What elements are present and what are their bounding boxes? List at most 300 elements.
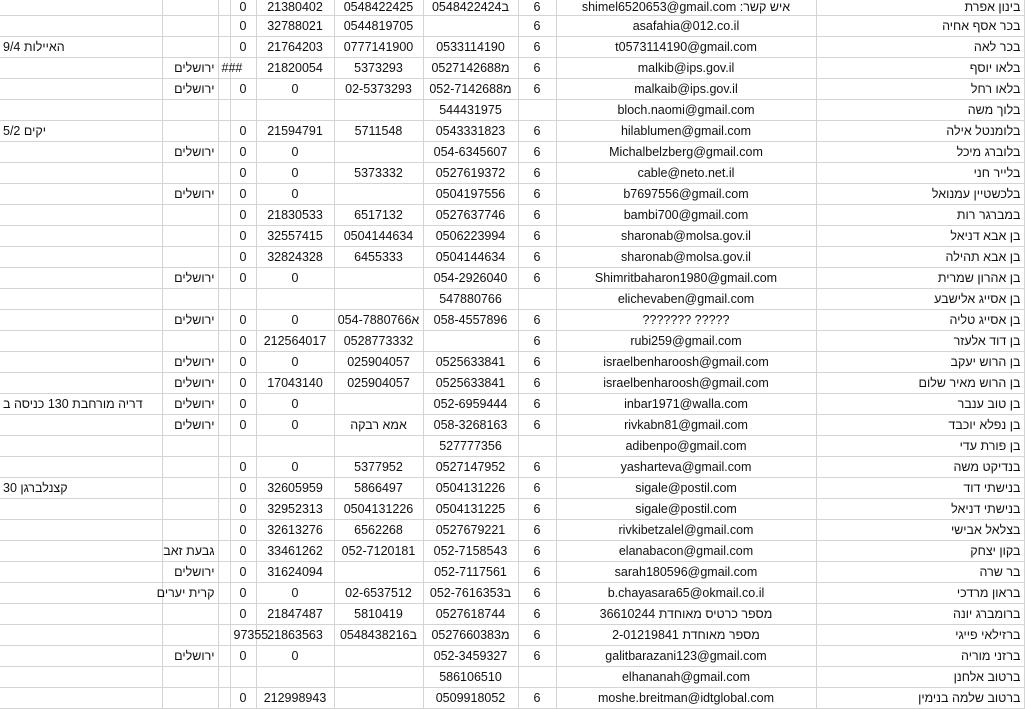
cell-city[interactable]: גבעת זאב [162,540,218,561]
cell-code[interactable]: 6 [518,519,556,540]
cell-code[interactable]: 6 [518,309,556,330]
cell-name[interactable]: בן פורת עדי [816,435,1024,456]
cell-code[interactable] [518,99,556,120]
cell-name[interactable]: ברטוב אלחנן [816,666,1024,687]
cell-extra[interactable] [218,225,230,246]
cell-city[interactable] [162,120,218,141]
cell-extra[interactable] [218,666,230,687]
cell-phone1[interactable]: 0504131226 [423,477,518,498]
cell-phone2[interactable]: 0504131226 [334,498,423,519]
cell-phone2[interactable] [334,393,423,414]
cell-name[interactable]: ברטוב שלמה בנימין [816,687,1024,708]
cell-num2[interactable]: 0 [230,372,256,393]
cell-num1[interactable]: 31624094 [256,561,334,582]
cell-note[interactable] [0,456,162,477]
cell-email[interactable]: cable@neto.net.il [556,162,816,183]
cell-note[interactable] [0,225,162,246]
cell-phone1[interactable]: 052-7616353ב [423,582,518,603]
cell-note[interactable] [0,330,162,351]
cell-code[interactable] [518,288,556,309]
cell-city[interactable] [162,477,218,498]
cell-code[interactable]: 6 [518,246,556,267]
cell-phone1[interactable]: 0506223994 [423,225,518,246]
cell-phone1[interactable]: 0548422424ב [423,0,518,15]
cell-note[interactable] [0,372,162,393]
cell-extra[interactable] [218,414,230,435]
cell-note[interactable] [0,99,162,120]
cell-note[interactable] [0,519,162,540]
cell-name[interactable]: במברגר רות [816,204,1024,225]
cell-phone2[interactable]: 6455333 [334,246,423,267]
cell-city[interactable] [162,435,218,456]
cell-name[interactable]: ברזני מוריה [816,645,1024,666]
cell-name[interactable]: בלייר חני [816,162,1024,183]
cell-phone1[interactable]: 0527142688מ [423,57,518,78]
cell-phone1[interactable]: 527777356 [423,435,518,456]
cell-note[interactable] [0,141,162,162]
cell-extra[interactable] [218,183,230,204]
cell-extra[interactable] [218,603,230,624]
cell-email[interactable]: moshe.breitman@idtglobal.com [556,687,816,708]
cell-email[interactable]: sigale@postil.com [556,498,816,519]
cell-email[interactable]: sharonab@molsa.gov.il [556,225,816,246]
cell-code[interactable]: 6 [518,351,556,372]
cell-name[interactable]: בקון יצחק [816,540,1024,561]
cell-email[interactable]: israelbenharoosh@gmail.com [556,351,816,372]
cell-num1[interactable]: 0 [256,162,334,183]
cell-email[interactable]: sharonab@molsa.gov.il [556,246,816,267]
cell-extra[interactable] [218,246,230,267]
cell-phone1[interactable]: 547880766 [423,288,518,309]
cell-phone2[interactable]: 6562268 [334,519,423,540]
cell-num2[interactable]: 0 [230,36,256,57]
cell-num2[interactable]: 0 [230,225,256,246]
cell-phone2[interactable]: 5711548 [334,120,423,141]
cell-code[interactable]: 6 [518,603,556,624]
cell-email[interactable]: b7697556@gmail.com [556,183,816,204]
cell-email[interactable]: adibenpo@gmail.com [556,435,816,456]
cell-email[interactable]: elanabacon@gmail.com [556,540,816,561]
cell-extra[interactable] [218,435,230,456]
cell-email[interactable]: rivkibetzalel@gmail.com [556,519,816,540]
cell-name[interactable]: בן אסייג טליה [816,309,1024,330]
cell-phone1[interactable]: 052-6959444 [423,393,518,414]
cell-city[interactable]: קרית יערים [162,582,218,603]
cell-num1[interactable]: 32952313 [256,498,334,519]
cell-code[interactable]: 6 [518,183,556,204]
cell-note[interactable] [0,414,162,435]
cell-phone1[interactable]: 586106510 [423,666,518,687]
cell-name[interactable]: בראון מרדכי [816,582,1024,603]
cell-phone2[interactable] [334,666,423,687]
cell-code[interactable]: 6 [518,330,556,351]
cell-code[interactable]: 6 [518,15,556,36]
cell-extra[interactable] [218,0,230,15]
cell-phone2[interactable]: 5373332 [334,162,423,183]
cell-city[interactable] [162,624,218,645]
cell-num1[interactable]: 33461262 [256,540,334,561]
cell-extra[interactable] [218,204,230,225]
cell-phone2[interactable]: 054-7880766א [334,309,423,330]
cell-code[interactable] [518,435,556,456]
cell-email[interactable]: inbar1971@walla.com [556,393,816,414]
cell-name[interactable]: בן דוד אלעזר [816,330,1024,351]
cell-city[interactable]: ירושלים [162,57,218,78]
cell-note[interactable] [0,498,162,519]
cell-email[interactable]: b.chayasara65@okmail.co.il [556,582,816,603]
cell-phone1[interactable]: 052-7158543 [423,540,518,561]
cell-num2[interactable]: 0 [230,561,256,582]
cell-name[interactable]: בכר אסף אחיה [816,15,1024,36]
cell-phone1[interactable]: 054-6345607 [423,141,518,162]
cell-code[interactable]: 6 [518,36,556,57]
cell-extra[interactable]: ### [218,57,230,78]
cell-email[interactable]: rivkabn81@gmail.com [556,414,816,435]
cell-name[interactable]: בלאו רחל [816,78,1024,99]
cell-num2[interactable]: 0 [230,414,256,435]
cell-extra[interactable] [218,36,230,57]
cell-extra[interactable] [218,540,230,561]
cell-num1[interactable]: 0 [256,267,334,288]
cell-phone2[interactable]: 0544819705 [334,15,423,36]
cell-extra[interactable] [218,582,230,603]
cell-name[interactable]: בן נפלא יוכבד [816,414,1024,435]
cell-num1[interactable]: 21380402 [256,0,334,15]
cell-num1[interactable]: 0 [256,141,334,162]
cell-code[interactable]: 6 [518,477,556,498]
cell-phone1[interactable]: 0509918052 [423,687,518,708]
cell-note[interactable] [0,267,162,288]
cell-num1[interactable]: 0 [256,78,334,99]
cell-extra[interactable] [218,519,230,540]
cell-email[interactable]: malkaib@ips.gov.il [556,78,816,99]
cell-phone1[interactable]: 058-4557896 [423,309,518,330]
cell-extra[interactable] [218,288,230,309]
cell-code[interactable]: 6 [518,582,556,603]
cell-code[interactable]: 6 [518,120,556,141]
cell-phone2[interactable] [334,141,423,162]
cell-note[interactable] [0,351,162,372]
cell-email[interactable]: elhananah@gmail.com [556,666,816,687]
cell-email[interactable]: sigale@postil.com [556,477,816,498]
cell-city[interactable] [162,225,218,246]
cell-extra[interactable] [218,15,230,36]
cell-num1[interactable]: 0 [256,582,334,603]
cell-code[interactable]: 6 [518,78,556,99]
cell-phone1[interactable]: 0525633841 [423,372,518,393]
cell-email[interactable]: t0573114190@gmail.com [556,36,816,57]
cell-note[interactable] [0,645,162,666]
cell-name[interactable]: בכר לאה [816,36,1024,57]
cell-code[interactable]: 6 [518,687,556,708]
cell-extra[interactable] [218,78,230,99]
cell-num1[interactable]: 0 [256,393,334,414]
cell-phone2[interactable] [334,645,423,666]
cell-num1[interactable]: 32557415 [256,225,334,246]
cell-phone2[interactable]: 0504144634 [334,225,423,246]
cell-num1[interactable]: 0 [256,456,334,477]
cell-num2[interactable]: 0 [230,330,256,351]
cell-phone2[interactable] [334,435,423,456]
cell-phone1[interactable]: 058-3268163 [423,414,518,435]
cell-email[interactable]: asafahia@012.co.il [556,15,816,36]
cell-name[interactable]: בן הרוש יעקב [816,351,1024,372]
cell-num2[interactable]: 0 [230,78,256,99]
cell-city[interactable] [162,0,218,15]
cell-phone2[interactable]: 025904057 [334,351,423,372]
cell-extra[interactable] [218,351,230,372]
cell-num1[interactable]: 21830533 [256,204,334,225]
cell-note[interactable] [0,15,162,36]
cell-name[interactable]: בלוברג מיכל [816,141,1024,162]
cell-name[interactable]: בנדיקט משה [816,456,1024,477]
cell-code[interactable]: 6 [518,540,556,561]
cell-city[interactable]: ירושלים [162,267,218,288]
cell-email[interactable]: Shimritbaharon1980@gmail.com [556,267,816,288]
cell-name[interactable]: בן הרוש מאיר שלום [816,372,1024,393]
cell-extra[interactable] [218,393,230,414]
cell-city[interactable] [162,330,218,351]
cell-phone1[interactable]: 0543331823 [423,120,518,141]
cell-email[interactable]: מספר מאוחדת 2-01219841 [556,624,816,645]
cell-phone2[interactable] [334,687,423,708]
cell-code[interactable]: 6 [518,162,556,183]
cell-num2[interactable] [230,666,256,687]
cell-num1[interactable] [256,666,334,687]
cell-city[interactable]: ירושלים [162,372,218,393]
cell-city[interactable] [162,162,218,183]
cell-phone1[interactable]: 0504197556 [423,183,518,204]
cell-extra[interactable] [218,330,230,351]
cell-num2[interactable]: 0 [230,267,256,288]
cell-phone1[interactable]: 0527637746 [423,204,518,225]
cell-name[interactable]: בנישתי דניאל [816,498,1024,519]
cell-num1[interactable]: 21863563 [256,624,334,645]
cell-phone2[interactable]: 02-6537512 [334,582,423,603]
cell-phone2[interactable]: 5810419 [334,603,423,624]
cell-code[interactable]: 6 [518,57,556,78]
cell-city[interactable] [162,204,218,225]
cell-phone2[interactable]: 0528773332 [334,330,423,351]
cell-name[interactable]: בן אסייג אלישבע [816,288,1024,309]
cell-email[interactable]: galitbarazani123@gmail.com [556,645,816,666]
cell-name[interactable]: בר שרה [816,561,1024,582]
cell-note[interactable]: דריה מורחבת 130 כניסה ב [0,393,162,414]
cell-city[interactable]: ירושלים [162,414,218,435]
cell-num2[interactable]: 0 [230,603,256,624]
cell-phone1[interactable] [423,15,518,36]
cell-email[interactable]: malkib@ips.gov.il [556,57,816,78]
cell-note[interactable]: האיילות 9/4 [0,36,162,57]
cell-email[interactable]: Michalbelzberg@gmail.com [556,141,816,162]
cell-phone2[interactable] [334,561,423,582]
cell-num2[interactable] [230,99,256,120]
cell-city[interactable] [162,36,218,57]
cell-extra[interactable] [218,120,230,141]
cell-num1[interactable]: 21594791 [256,120,334,141]
cell-city[interactable]: ירושלים [162,393,218,414]
cell-phone2[interactable]: 02-5373293 [334,78,423,99]
cell-extra[interactable] [218,561,230,582]
cell-email[interactable]: sarah180596@gmail.com [556,561,816,582]
cell-code[interactable]: 6 [518,204,556,225]
cell-note[interactable] [0,57,162,78]
cell-phone2[interactable] [334,288,423,309]
cell-note[interactable]: קצנלברגן 30 [0,477,162,498]
cell-note[interactable] [0,435,162,456]
cell-num1[interactable]: 21820054 [256,57,334,78]
cell-phone2[interactable]: 5373293 [334,57,423,78]
cell-city[interactable] [162,456,218,477]
cell-num1[interactable]: 32788021 [256,15,334,36]
cell-num1[interactable]: 17043140 [256,372,334,393]
cell-name[interactable]: בלכשטיין עמנואל [816,183,1024,204]
cell-note[interactable] [0,687,162,708]
cell-email[interactable]: shimel6520653@gmail.com :איש קשר [556,0,816,15]
cell-city[interactable]: ירושלים [162,309,218,330]
cell-city[interactable] [162,246,218,267]
cell-num2[interactable]: 0 [230,477,256,498]
cell-phone1[interactable]: 0527619372 [423,162,518,183]
cell-num1[interactable]: 0 [256,183,334,204]
cell-email[interactable]: ??????? ????? [556,309,816,330]
cell-phone1[interactable]: 052-3459327 [423,645,518,666]
cell-code[interactable]: 6 [518,267,556,288]
cell-num2[interactable]: 97355 [230,624,256,645]
cell-num2[interactable]: 0 [230,540,256,561]
cell-phone1[interactable]: 0525633841 [423,351,518,372]
cell-num2[interactable]: 0 [230,0,256,15]
cell-name[interactable]: בצלאל אבישי [816,519,1024,540]
cell-city[interactable] [162,288,218,309]
cell-num2[interactable]: 0 [230,183,256,204]
cell-city[interactable] [162,15,218,36]
cell-email[interactable]: bambi700@gmail.com [556,204,816,225]
cell-code[interactable]: 6 [518,456,556,477]
cell-phone1[interactable]: 544431975 [423,99,518,120]
cell-note[interactable] [0,78,162,99]
cell-phone2[interactable] [334,267,423,288]
cell-extra[interactable] [218,372,230,393]
cell-num1[interactable] [256,99,334,120]
cell-name[interactable]: ברזילאי פייגי [816,624,1024,645]
cell-code[interactable]: 6 [518,141,556,162]
cell-num1[interactable] [256,435,334,456]
cell-name[interactable]: בן טוב ענבר [816,393,1024,414]
cell-city[interactable]: ירושלים [162,78,218,99]
cell-city[interactable]: ירושלים [162,561,218,582]
cell-email[interactable]: bloch.naomi@gmail.com [556,99,816,120]
cell-note[interactable]: יקים 5/2 [0,120,162,141]
cell-phone2[interactable]: 025904057 [334,372,423,393]
cell-num1[interactable]: 32613276 [256,519,334,540]
cell-num2[interactable]: 0 [230,351,256,372]
cell-extra[interactable] [218,645,230,666]
cell-email[interactable]: rubi259@gmail.com [556,330,816,351]
cell-num2[interactable]: 0 [230,393,256,414]
cell-code[interactable]: 6 [518,225,556,246]
cell-name[interactable]: בן אבא דניאל [816,225,1024,246]
cell-code[interactable] [518,666,556,687]
cell-phone2[interactable] [334,99,423,120]
cell-note[interactable] [0,204,162,225]
cell-extra[interactable] [218,309,230,330]
cell-num1[interactable]: 212998943 [256,687,334,708]
cell-num1[interactable]: 0 [256,645,334,666]
cell-city[interactable]: ירושלים [162,351,218,372]
cell-name[interactable]: בן אבא תהילה [816,246,1024,267]
cell-num1[interactable]: 32824328 [256,246,334,267]
cell-num2[interactable]: 0 [230,162,256,183]
cell-phone1[interactable]: 0527147952 [423,456,518,477]
cell-num2[interactable]: 0 [230,498,256,519]
cell-extra[interactable] [218,477,230,498]
cell-extra[interactable] [218,162,230,183]
cell-num1[interactable]: 32605959 [256,477,334,498]
cell-city[interactable] [162,498,218,519]
cell-city[interactable] [162,603,218,624]
cell-email[interactable]: hilablumen@gmail.com [556,120,816,141]
cell-num2[interactable]: 0 [230,15,256,36]
cell-extra[interactable] [218,687,230,708]
cell-note[interactable] [0,288,162,309]
cell-phone2[interactable]: 5377952 [334,456,423,477]
cell-extra[interactable] [218,99,230,120]
cell-phone2[interactable]: 0548438216ב [334,624,423,645]
cell-city[interactable]: ירושלים [162,183,218,204]
cell-name[interactable]: ברומברג יונה [816,603,1024,624]
cell-num2[interactable]: 0 [230,582,256,603]
cell-city[interactable] [162,666,218,687]
cell-note[interactable] [0,309,162,330]
cell-phone1[interactable]: 052-7117561 [423,561,518,582]
cell-note[interactable] [0,0,162,15]
cell-note[interactable] [0,666,162,687]
cell-name[interactable]: בלומנטל אילה [816,120,1024,141]
cell-note[interactable] [0,603,162,624]
cell-code[interactable]: 6 [518,624,556,645]
cell-email[interactable]: מספר כרטיס מאוחדת 36610244 [556,603,816,624]
cell-phone2[interactable]: 6517132 [334,204,423,225]
cell-note[interactable] [0,246,162,267]
cell-city[interactable] [162,99,218,120]
cell-num1[interactable] [256,288,334,309]
cell-phone2[interactable]: 5866497 [334,477,423,498]
cell-extra[interactable] [218,141,230,162]
cell-phone1[interactable]: 0533114190 [423,36,518,57]
cell-num1[interactable]: 0 [256,309,334,330]
cell-num2[interactable]: 0 [230,519,256,540]
cell-extra[interactable] [218,456,230,477]
cell-code[interactable]: 6 [518,561,556,582]
cell-phone2[interactable]: 0548422425 [334,0,423,15]
cell-note[interactable] [0,540,162,561]
cell-phone2[interactable]: 052-7120181 [334,540,423,561]
cell-phone1[interactable]: 0527679221 [423,519,518,540]
cell-num2[interactable]: 0 [230,141,256,162]
cell-code[interactable]: 6 [518,393,556,414]
cell-num2[interactable]: 0 [230,246,256,267]
cell-code[interactable]: 6 [518,0,556,15]
cell-phone2[interactable]: 0777141900 [334,36,423,57]
cell-note[interactable] [0,582,162,603]
cell-num2[interactable]: 0 [230,645,256,666]
cell-extra[interactable] [218,498,230,519]
cell-phone1[interactable]: 0504131225 [423,498,518,519]
cell-num2[interactable] [230,288,256,309]
cell-phone1[interactable]: 0527660383מ [423,624,518,645]
cell-num2[interactable]: 0 [230,204,256,225]
